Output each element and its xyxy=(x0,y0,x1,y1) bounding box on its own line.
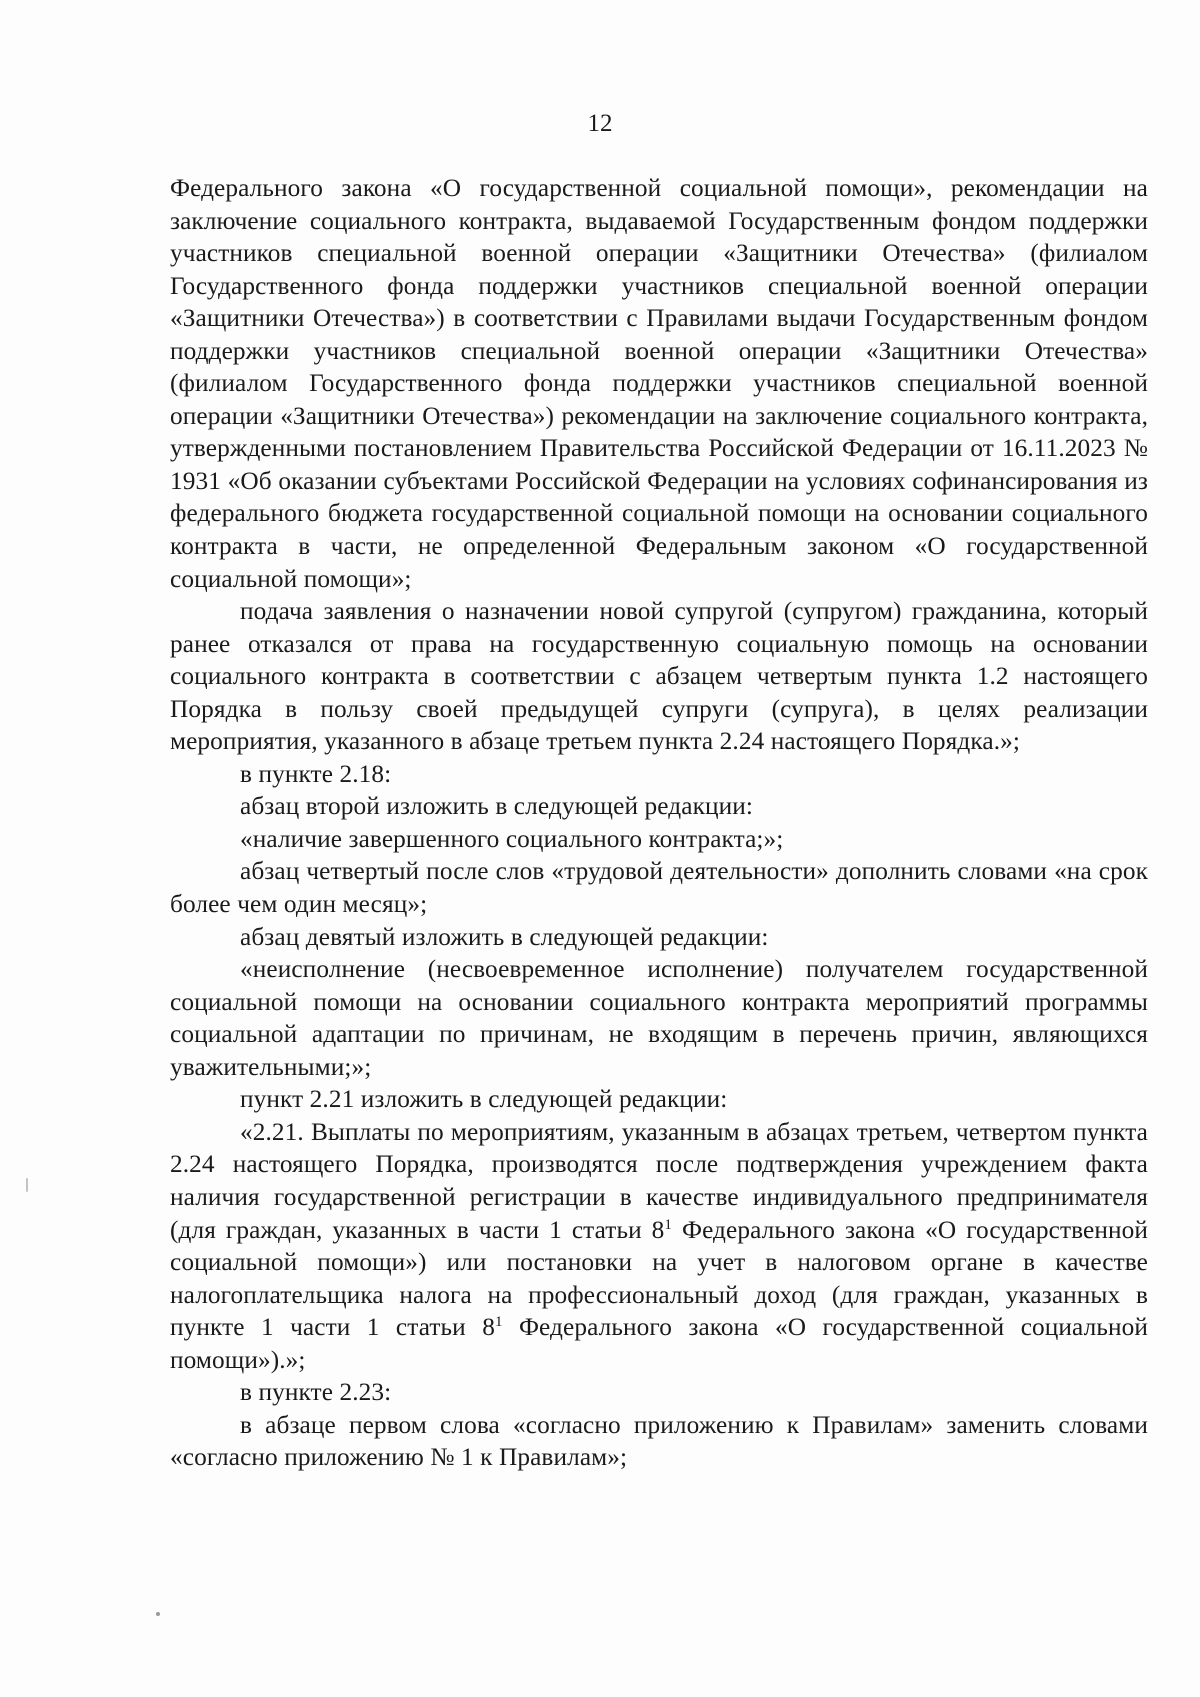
paragraph-second-subclause: абзац второй изложить в следующей редакции: xyxy=(240,792,754,821)
paragraph-clause-2-18: в пункте 2.18: xyxy=(240,759,392,788)
paragraph-application-submission: подача заявления о назначении новой супругой (супругом) гражданина, который ранее отказался от права на государственную социальную помощь на основании социального контракта в соответствии с абзацем четвертым пункта 1.2 настоящего Порядка в пользу своей предыдущей супруги (супруга), в целях реализации мероприятия, указанного в абзаце третьем пункта 2.24 настоящего Порядка.»; xyxy=(170,597,1148,756)
document-body xyxy=(170,172,1148,1474)
page-number: 12 xyxy=(587,110,613,137)
paragraph-completed-contract: «наличие завершенного социального контракта;»; xyxy=(240,824,784,853)
paragraph-first-subclause-replacement: в абзаце первом слова «согласно приложению к Правилам» заменить словами «согласно приложению № 1 к Правилам»; xyxy=(170,1410,1148,1472)
payments-text-part-b: Федерального закона «О государственной социальной помощи») или постановки на учет в налоговом органе в качестве налогоплательщика налога на профессиональный доход (для граждан, указанных в пункте 1 части 1 статьи 8 xyxy=(170,1215,1148,1342)
paragraph-clause-2-21: пункт 2.21 изложить в следующей редакции: xyxy=(240,1085,728,1114)
scan-speck xyxy=(156,1612,160,1616)
paragraph-non-fulfillment: «неисполнение (несвоевременное исполнение) получателем государственной социальной помощи на основании социального контракта мероприятий программы социальной адаптации по причинам, не входящим в перечень причин, являющихся уважительными;»; xyxy=(170,955,1148,1081)
superscript-1: 1 xyxy=(494,1314,503,1331)
scan-speck xyxy=(26,1178,28,1192)
paragraph-rules-reference: Федерального закона «О государственной социальной помощи», рекомендации на заключение социального контракта, выдаваемой Государственным фондом поддержки участников специальной военной операции «Защитники Отечества» (филиалом Государственного фонда поддержки участников специальной военной операции «Защитники Отечества») в соответствии с Правилами выдачи Государственным фондом поддержки участников специальной военной операции «Защитники Отечества» (филиалом Государственного фонда поддержки участников специальной военной операции «Защитники Отечества») рекомендации на заключение социального контракта, утвержденными постановлением Правительства Российской Федерации от 16.11.2023 № 1931 «Об оказании субъектами Российской Федерации на условиях софинансирования из федерального бюджета государственной социальной помощи на основании социального контракта в части, не определенной Федеральным законом «О государственной социальной помощи»; xyxy=(170,174,1148,593)
paragraph-ninth-subclause: абзац девятый изложить в следующей редакции: xyxy=(240,922,769,951)
payments-text-part-a: «2.21. Выплаты по мероприятиям, указанным в абзацах третьем, четвертом пункта 2.24 настоящего Порядка, производятся после подтверждения учреждением факта наличия государственной регистрации в качестве индивидуального предпринимателя (для граждан, указанных в части 1 статьи 8 xyxy=(170,1117,1148,1244)
paragraph-clause-2-23: в пункте 2.23: xyxy=(240,1378,392,1407)
payments-text-part-c: Федерального закона «О государственной социальной помощи»).»; xyxy=(170,1313,1148,1374)
superscript-1: 1 xyxy=(664,1216,673,1233)
paragraph-fourth-subclause: абзац четвертый после слов «трудовой деятельности» дополнить словами «на срок более чем один месяц»; xyxy=(170,857,1148,919)
paragraph-payments-2-21 xyxy=(170,1116,1148,1376)
